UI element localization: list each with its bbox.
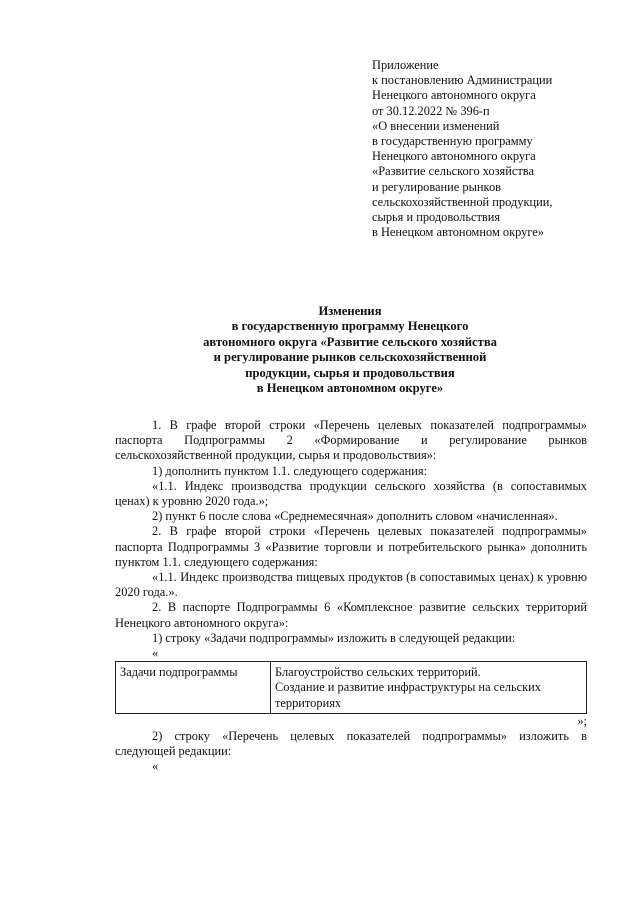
title-line: Изменения: [318, 304, 382, 318]
title-line: и регулирование рынков сельскохозяйственной: [213, 350, 487, 365]
appendix-line: сырья и продовольствия: [372, 210, 501, 225]
appendix-line: и регулирование рынков: [372, 179, 501, 194]
table-row: [116, 662, 587, 714]
paragraph-6: «1.1. Индекс производства пищевых продуктов (в сопоставимых ценах) к уровню 2020 года.».: [115, 570, 587, 600]
closing-quote: »;: [577, 713, 587, 728]
paragraph-5: 2. В графе второй строки «Перечень целевых показателей подпрограммы» паспорта Подпрограммы 3 «Развитие торговли и потребительского рынка» дополнить пунктом 1.1. следующего содержания:: [115, 524, 587, 569]
paragraph-9: 2) строку «Перечень целевых показателей подпрограммы» изложить в следующей редакции:: [115, 729, 587, 759]
table-value-line: Создание и развитие инфраструктуры на сельских территориях: [275, 680, 541, 710]
paragraph-3: «1.1. Индекс производства продукции сельского хозяйства (в сопоставимых ценах) к уровню 2020 года.»;: [115, 478, 587, 509]
table-value-line: Благоустройство сельских территорий.: [275, 665, 481, 680]
paragraph-4: 2) пункт 6 после слова «Среднемесячная» дополнить словом «начисленная».: [152, 509, 558, 524]
appendix-line: «О внесении изменений: [372, 118, 500, 133]
appendix-line: к постановлению Администрации: [372, 73, 553, 88]
document-title: [115, 304, 585, 396]
document-body: [115, 418, 587, 775]
tasks-table: [115, 661, 587, 714]
appendix-line: в Ненецком автономном округе»: [372, 225, 544, 240]
appendix-line: Ненецкого автономного округа: [372, 149, 536, 164]
paragraph-8: 1) строку «Задачи подпрограммы» изложить в следующей редакции:: [152, 630, 516, 645]
paragraph-1: 1. В графе второй строки «Перечень целевых показателей подпрограммы» паспорта Подпрограммы 2 «Формирование и регулирование рынков сельскохозяйственной продукции, сырья и продовольствия»:: [115, 418, 587, 463]
title-line: в Ненецком автономном округе»: [256, 381, 444, 396]
title-line: продукции, сырья и продовольствия: [245, 365, 455, 380]
appendix-block: [372, 58, 632, 240]
appendix-line: Приложение: [372, 58, 439, 72]
title-line: в государственную программу Ненецкого: [231, 319, 469, 334]
opening-quote-2: «: [152, 759, 159, 774]
table-cell-label: Задачи подпрограммы: [116, 662, 271, 714]
appendix-line: в государственную программу: [372, 134, 533, 149]
table-cell-value: [271, 662, 587, 714]
appendix-line: сельскохозяйственной продукции,: [372, 194, 553, 209]
appendix-line: Ненецкого автономного округа: [372, 88, 536, 103]
appendix-line: от 30.12.2022 № 396-п: [372, 103, 490, 118]
paragraph-2: 1) дополнить пунктом 1.1. следующего содержания:: [152, 463, 428, 478]
paragraph-7: 2. В паспорте Подпрограммы 6 «Комплексное развитие сельских территорий Ненецкого автономного округа»:: [115, 600, 587, 630]
title-line: автономного округа «Развитие сельского хозяйства: [203, 334, 497, 349]
opening-quote: «: [152, 646, 159, 661]
appendix-line: «Развитие сельского хозяйства: [372, 164, 534, 179]
